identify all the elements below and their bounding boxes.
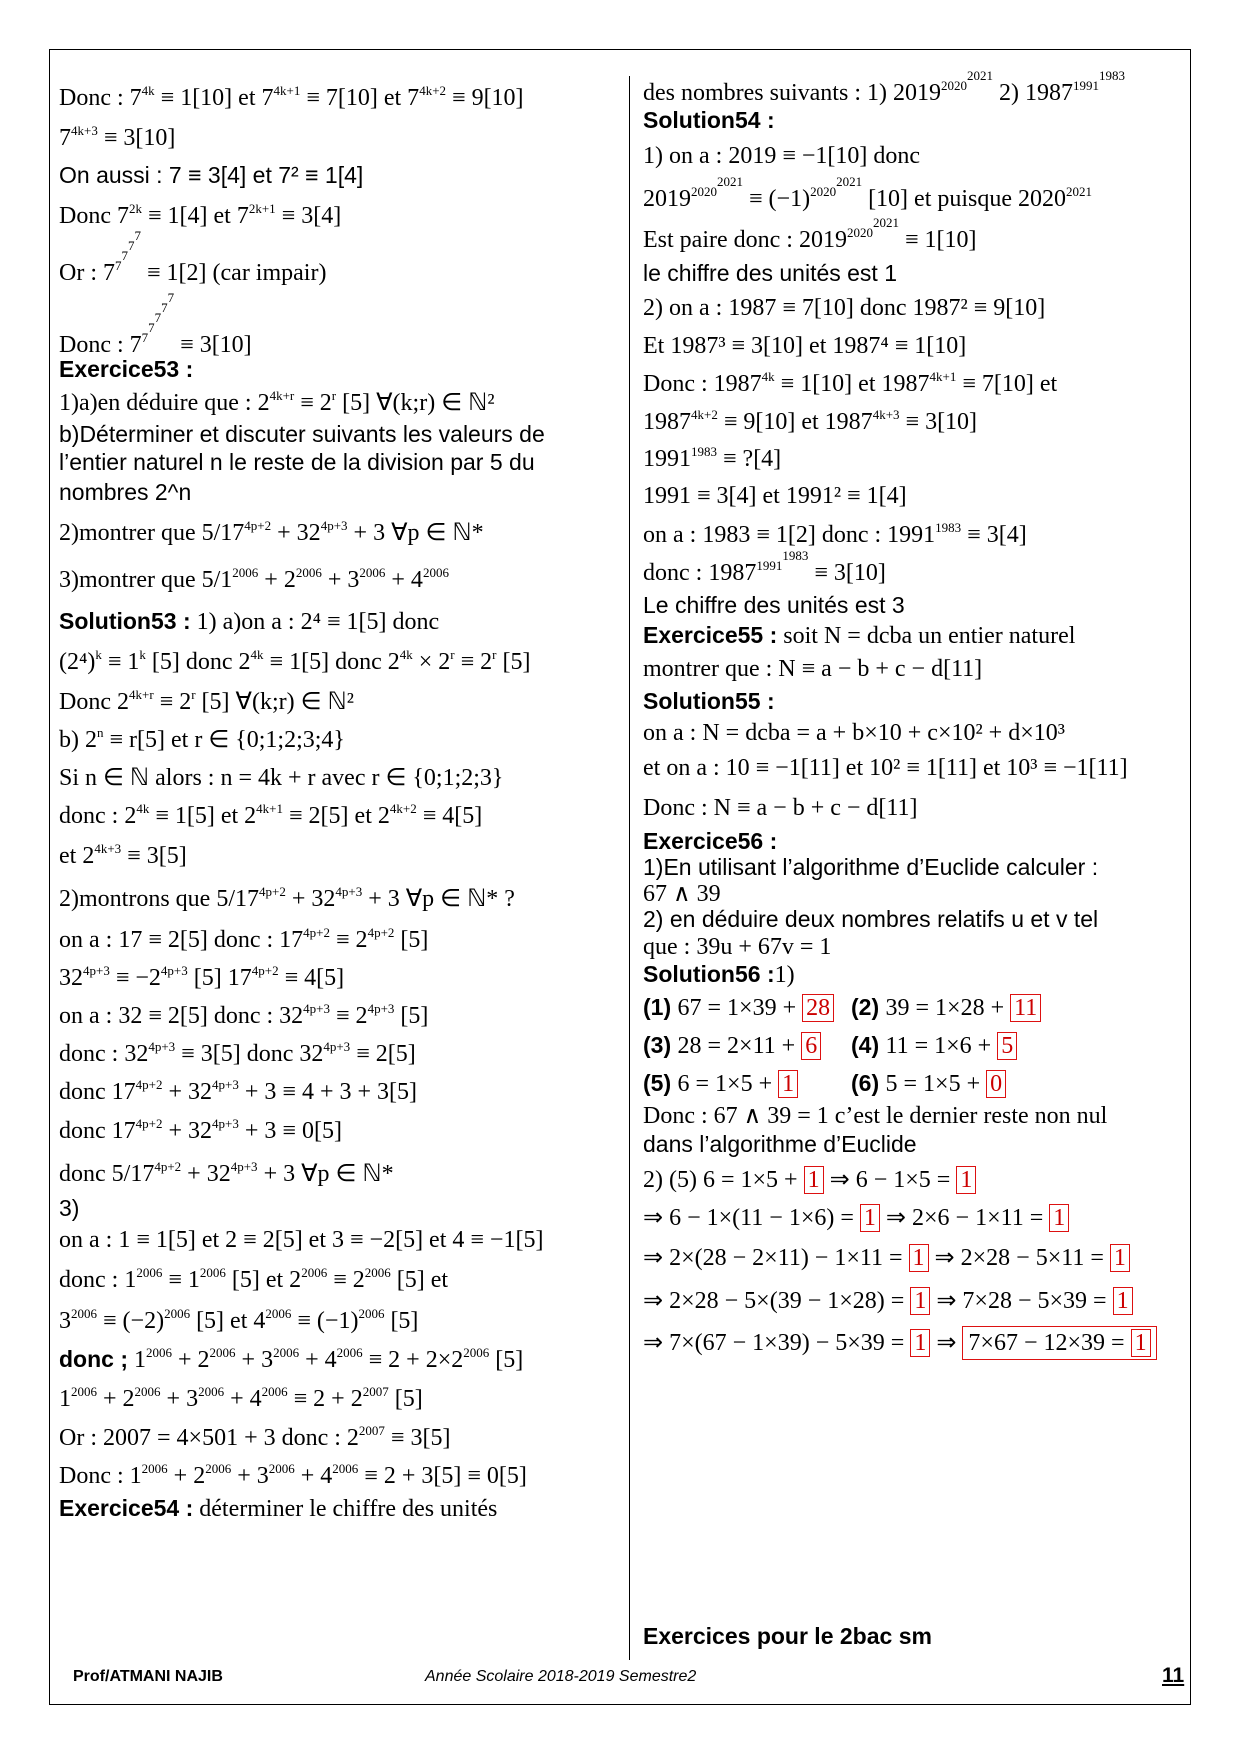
right-line: (1) 67 = 1×39 + 28 (2) 39 = 1×28 + 11 (643, 988, 1183, 1026)
right-line: (3) 28 = 2×11 + 6 (4) 11 = 1×6 + 5 (643, 1026, 1183, 1064)
left-line: $3^{2006} \equiv (-2)^{2006}$ [5] et $4^{2006} \equiv (-1)^{2006}$ [5] (59, 1306, 419, 1334)
left-line: Si n ∈ ℕ alors : n = 4k + r avec r ∈ {0;1;2;3} (59, 765, 504, 791)
left-line: Solution53 : 1) a)on a : 2⁴ ≡ 1[5] donc (59, 608, 440, 635)
left-line: Donc : $7^{4k} \equiv 1[10]$ et $7^{4k+1} \equiv 7[10]$ et $7^{4k+2} \equiv 9[10]$ (59, 83, 524, 111)
right-line: ⇒ 6 − 1×(11 − 1×6) = 1 ⇒ 2×6 − 1×11 = 1 (643, 1198, 1183, 1236)
right-line: Exercice55 : soit N = dcba un entier naturel (643, 622, 1076, 649)
left-line: et $2^{4k+3} \equiv 3[5]$ (59, 841, 187, 869)
remainder-box: 28 (802, 994, 834, 1022)
left-line: Donc $7^{2k} \equiv 1[4]$ et $7^{2k+1} \equiv 3[4]$ (59, 201, 342, 229)
right-line: donc : $1987^{1991^{1983}} \equiv 3[10]$ (643, 548, 886, 586)
left-line: Donc $2^{4k+r} \equiv 2^r$ [5] ∀(k;r) ∈ ℕ² (59, 687, 354, 715)
right-line: Exercice56 : (643, 828, 778, 854)
right-line: 67 ∧ 39 (643, 881, 721, 907)
right-line: 1)En utilisant l’algorithme d’Euclide calculer : (643, 854, 1099, 880)
left-line: Donc : $7^{7^{7^{7^{7^7}}}} \equiv 3[10]$ (59, 290, 252, 358)
left-line: On aussi : 7 ≡ 3[4] et 7² ≡ 1[4] (59, 162, 364, 188)
left-line: Or : 2007 = 4×501 + 3 donc : $2^{2007} \equiv 3[5]$ (59, 1423, 451, 1451)
left-line: donc $17^{4p+2} + 32^{4p+3} + 3 \equiv 0[5]$ (59, 1116, 342, 1144)
left-line: $1^{2006} + 2^{2006} + 3^{2006} + 4^{2006} \equiv 2 + 2^{2007}$ [5] (59, 1384, 423, 1412)
right-line: des nombres suivants : 1) $2019^{2020^{2021}}$ 2) $1987^{1991^{1983}}$ (643, 68, 1125, 106)
left-line: 3) (59, 1195, 80, 1221)
left-line: 3)montrer que $5/1^{2006} + 2^{2006} + 3^{2006} + 4^{2006}$ (59, 565, 449, 593)
left-line: l’entier naturel n le reste de la division par 5 du (59, 449, 535, 475)
left-line: donc : $32^{4p+3} \equiv 3[5]$ donc $32^{4p+3} \equiv 2[5]$ (59, 1039, 416, 1067)
remainder-box: 1 (956, 1166, 976, 1194)
right-line: Solution56 :1) (643, 961, 795, 988)
left-line: Donc : $1^{2006} + 2^{2006} + 3^{2006} + 4^{2006} \equiv 2 + 3[5] \equiv 0[5]$ (59, 1461, 527, 1489)
remainder-box: 1 (778, 1070, 798, 1098)
right-line: on a : N = dcba = a + b×10 + c×10² + d×10³ (643, 720, 1065, 746)
right-line: Le chiffre des unités est 3 (643, 592, 905, 618)
remainder-box: 1 (909, 1244, 929, 1272)
left-line: donc ; $1^{2006} + 2^{2006} + 3^{2006} + 4^{2006} \equiv 2 + 2\times 2^{2006}$ [5] (59, 1345, 524, 1373)
right-line: 2) (5) 6 = 1×5 + 1 ⇒ 6 − 1×5 = 1 (643, 1160, 1183, 1198)
left-line: on a : 32 ≡ 2[5] donc : $32^{4p+3} \equiv 2^{4p+3}$ [5] (59, 1001, 429, 1029)
left-line: on a : 17 ≡ 2[5] donc : $17^{4p+2} \equiv 2^{4p+2}$ [5] (59, 925, 429, 953)
right-line: Donc : 67 ∧ 39 = 1 c’est le dernier reste non nul (643, 1103, 1108, 1129)
remainder-box: 1 (1110, 1244, 1130, 1272)
left-line: Exercice53 : (59, 356, 194, 382)
remainder-box: 1 (910, 1329, 930, 1357)
remainder-box: 1 (1049, 1204, 1069, 1232)
right-line: on a : 1983 ≡ 1[2] donc : $1991^{1983} \equiv 3[4]$ (643, 520, 1027, 548)
left-line: nombres 2^n (59, 479, 192, 505)
right-line: montrer que : N ≡ a − b + c − d[11] (643, 656, 983, 682)
right-line: Est paire donc : $2019^{2020^{2021}} \equiv 1[10]$ (643, 215, 977, 253)
remainder-box: 11 (1010, 994, 1041, 1022)
left-line: donc : $2^{4k} \equiv 1[5]$ et $2^{4k+1} \equiv 2[5]$ et $2^{4k+2} \equiv 4[5]$ (59, 801, 483, 829)
right-line: ⇒ 2×28 − 5×(39 − 1×28) = 1 ⇒ 7×28 − 5×39 = 1 (643, 1278, 1183, 1322)
exercises-2bac-label: Exercices pour le 2bac sm (643, 1623, 932, 1649)
left-line: donc : $1^{2006} \equiv 1^{2006}$ [5] et $2^{2006} \equiv 2^{2006}$ [5] et (59, 1265, 449, 1293)
right-line: et on a : 10 ≡ −1[11] et 10² ≡ 1[11] et 10³ ≡ −1[11] (643, 755, 1128, 781)
right-line: Solution54 : (643, 107, 775, 133)
left-line: donc $5/17^{4p+2} + 32^{4p+3} + 3$ ∀p ∈ ℕ* (59, 1159, 394, 1187)
final-result-box: 7×67 − 12×39 = 1 (962, 1326, 1156, 1360)
right-line: (5) 6 = 1×5 + 1 (6) 5 = 1×5 + 0 (643, 1064, 1183, 1102)
right-line: 2) on a : 1987 ≡ 7[10] donc 1987² ≡ 9[10] (643, 295, 1046, 321)
remainder-box: 5 (997, 1032, 1017, 1060)
right-bottom-heading (643, 1622, 1183, 1650)
remainder-box: 6 (801, 1032, 821, 1060)
right-line: ⇒ 7×(67 − 1×39) − 5×39 = 1 ⇒ 7×67 − 12×39 = 1 (643, 1322, 1183, 1362)
remainder-box: 1 (910, 1287, 930, 1315)
right-line: le chiffre des unités est 1 (643, 260, 897, 286)
right-line: Et 1987³ ≡ 3[10] et 1987⁴ ≡ 1[10] (643, 333, 967, 359)
right-line: Donc : N ≡ a − b + c − d[11] (643, 795, 918, 821)
left-line: Or : $7^{7^{7^{7^7}}} \equiv 1[2]$ (car impair) (59, 228, 327, 286)
left-line: $7^{4k+3} \equiv 3[10]$ (59, 123, 176, 151)
right-line: 1) on a : 2019 ≡ −1[10] donc (643, 143, 921, 169)
right-line: 1991 ≡ 3[4] et 1991² ≡ 1[4] (643, 483, 907, 509)
right-line: $2019^{2020^{2021}} \equiv (-1)^{2020^{2021}}$ [10] et puisque $2020^{2021}$ (643, 174, 1093, 212)
right-line: Donc : $1987^{4k} \equiv 1[10]$ et $1987^{4k+1} \equiv 7[10]$ et (643, 369, 1058, 397)
left-line: $(2^4)^k \equiv 1^k$ [5] donc $2^{4k} \equiv 1[5]$ donc $2^{4k} \times 2^r \equiv 2^r$ [5] (59, 647, 531, 675)
left-line: b) $2^n \equiv r[5]$ et r ∈ {0;1;2;3;4} (59, 725, 345, 753)
remainder-box: 0 (986, 1070, 1006, 1098)
footer-page-number: 11 (1162, 1664, 1185, 1687)
left-line: Exercice54 : déterminer le chiffre des unités (59, 1495, 498, 1522)
right-line: dans l’algorithme d’Euclide (643, 1131, 917, 1157)
footer-school-year: Année Scolaire 2018-2019 Semestre2 (425, 1668, 697, 1685)
right-line: 2) en déduire deux nombres relatifs u et v tel (643, 906, 1099, 932)
left-line: donc $17^{4p+2} + 32^{4p+3} + 3 \equiv 4 + 3 + 3[5]$ (59, 1077, 418, 1105)
right-line: $1987^{4k+2} \equiv 9[10]$ et $1987^{4k+3} \equiv 3[10]$ (643, 407, 978, 435)
left-line: $32^{4p+3} \equiv -2^{4p+3}$ [5] $17^{4p+2} \equiv 4[5]$ (59, 963, 345, 991)
left-line: b)Déterminer et discuter suivants les valeurs de (59, 421, 545, 447)
right-line: que : 39u + 67v = 1 (643, 934, 832, 960)
left-line: 1)a)en déduire que : $2^{4k+r} \equiv 2^r$ [5] ∀(k;r) ∈ ℕ² (59, 388, 495, 416)
remainder-box: 1 (804, 1166, 824, 1194)
right-line: Solution55 : (643, 688, 775, 714)
left-line: 2)montrer que $5/17^{4p+2} + 32^{4p+3} + 3$ ∀p ∈ ℕ* (59, 518, 484, 546)
left-line: 2)montrons que $5/17^{4p+2} + 32^{4p+3} + 3$ ∀p ∈ ℕ* ? (59, 884, 515, 912)
right-column (643, 68, 1183, 1362)
left-line: on a : 1 ≡ 1[5] et 2 ≡ 2[5] et 3 ≡ −2[5] et 4 ≡ −1[5] (59, 1227, 544, 1253)
column-separator (629, 76, 630, 1660)
remainder-box: 1 (1113, 1287, 1133, 1315)
footer-author: Prof/ATMANI NAJIB (73, 1668, 223, 1685)
remainder-box: 1 (860, 1204, 880, 1232)
right-line: ⇒ 2×(28 − 2×11) − 1×11 = 1 ⇒ 2×28 − 5×11 = 1 (643, 1236, 1183, 1278)
right-line: $1991^{1983}$ ≡ ?[4] (643, 444, 782, 472)
left-column (59, 76, 619, 1522)
